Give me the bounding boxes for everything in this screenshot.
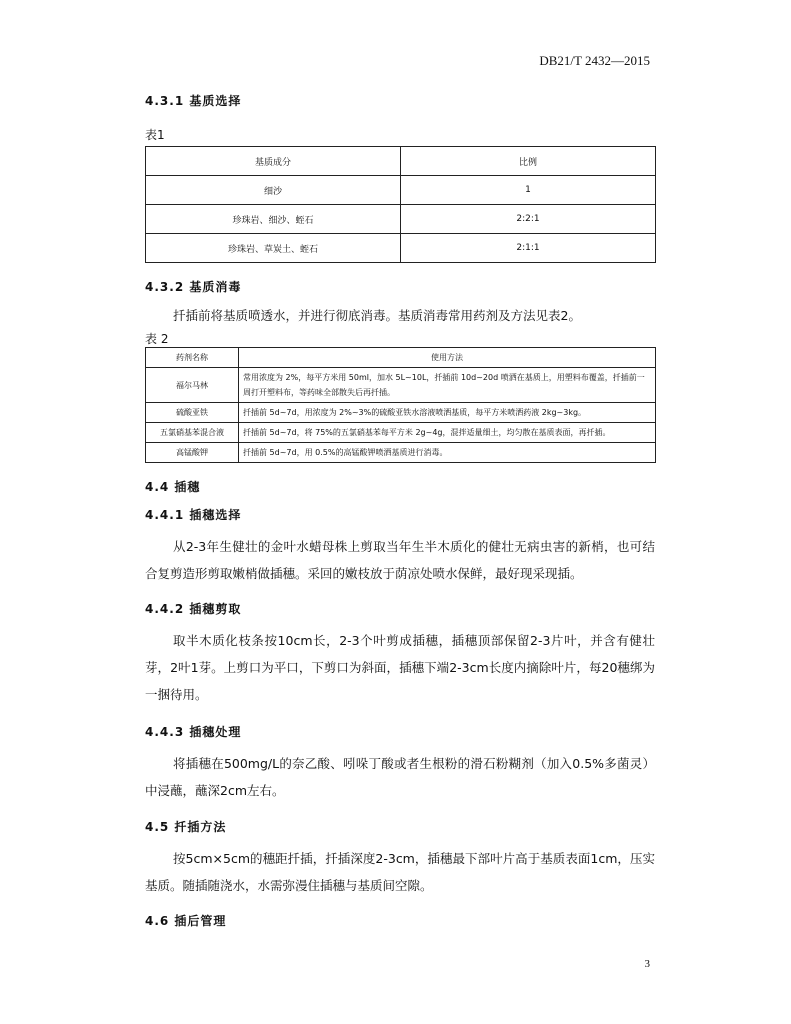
table-row <box>146 403 656 423</box>
table-row <box>146 443 656 463</box>
table-2 <box>145 347 656 463</box>
table-row <box>146 176 656 205</box>
table-cell: 2:2:1 <box>401 205 656 234</box>
table-cell: 细沙 <box>146 176 401 205</box>
section-heading-4-4-2: 4.4.2 插穗剪取 <box>145 602 242 616</box>
table-row <box>146 368 656 403</box>
table-cell: 扦插前 5d~7d，将 75%的五氯硝基苯每平方米 2g~4g，混拌适量细土，均匀散在基质表面，再扦插。 <box>239 423 656 443</box>
paragraph-4-4-3: 将插穗在500mg/L的奈乙酸、吲哚丁酸或者生根粉的滑石粉糊剂（加入0.5%多菌灵）中浸蘸，蘸深2cm左右。 <box>145 756 655 798</box>
table-cell: 福尔马林 <box>146 368 239 403</box>
paragraph-4-3-2: 扦插前将基质喷透水，并进行彻底消毒。基质消毒常用药剂及方法见表2。 <box>173 308 581 323</box>
table-row <box>146 205 656 234</box>
table-cell: 1 <box>401 176 656 205</box>
table-2-header-row <box>146 348 656 368</box>
table-cell: 高锰酸钾 <box>146 443 239 463</box>
table-row <box>146 234 656 263</box>
table-cell: 五氯硝基苯混合液 <box>146 423 239 443</box>
table-header-cell: 基质成分 <box>146 147 401 176</box>
section-heading-4-4-1: 4.4.1 插穗选择 <box>145 508 242 522</box>
table-cell: 2:1:1 <box>401 234 656 263</box>
table-cell: 硫酸亚铁 <box>146 403 239 423</box>
paragraph-4-4-1: 从2-3年生健壮的金叶水蜡母株上剪取当年生半木质化的健壮无病虫害的新梢，也可结合复剪造形剪取嫩梢做插穗。采回的嫩枝放于荫凉处喷水保鲜，最好现采现插。 <box>145 539 655 581</box>
table-cell: 珍珠岩、草炭土、蛭石 <box>146 234 401 263</box>
section-heading-4-4: 4.4 插穗 <box>145 480 201 494</box>
paragraph-4-4-2: 取半木质化枝条按10cm长，2-3个叶剪成插穗，插穗顶部保留2-3片叶，并含有健壮芽，2叶1芽。上剪口为平口，下剪口为斜面，插穗下端2-3cm长度内摘除叶片，每20穗绑为一捆待用。 <box>145 633 655 702</box>
table-header-cell: 使用方法 <box>239 348 656 368</box>
table-1 <box>145 146 656 263</box>
table-cell: 扦插前 5d~7d，用浓度为 2%~3%的硫酸亚铁水溶液喷洒基质，每平方米喷洒药液 2kg~3kg。 <box>239 403 656 423</box>
section-heading-4-5: 4.5 扦插方法 <box>145 820 227 834</box>
table-header-cell: 药剂名称 <box>146 348 239 368</box>
section-heading-4-4-3: 4.4.3 插穗处理 <box>145 725 242 739</box>
section-heading-4-3-1: 4.3.1 基质选择 <box>145 94 242 108</box>
table-row <box>146 423 656 443</box>
section-heading-4-3-2: 4.3.2 基质消毒 <box>145 280 242 294</box>
table-cell: 扦插前 5d~7d，用 0.5%的高锰酸钾喷洒基质进行消毒。 <box>239 443 656 463</box>
paragraph-4-5: 按5cm×5cm的穗距扦插，扦插深度2-3cm，插穗最下部叶片高于基质表面1cm，压实基质。随插随浇水，水需弥漫住插穗与基质间空隙。 <box>145 851 655 893</box>
section-heading-4-6: 4.6 插后管理 <box>145 914 227 928</box>
table-1-caption: 表1 <box>145 128 165 142</box>
document-code: DB21/T 2432—2015 <box>539 53 650 68</box>
page-number: 3 <box>644 958 650 970</box>
table-header-cell: 比例 <box>401 147 656 176</box>
table-cell: 珍珠岩、细沙、蛭石 <box>146 205 401 234</box>
table-2-caption: 表 2 <box>145 332 169 346</box>
table-1-header-row <box>146 147 656 176</box>
table-cell: 常用浓度为 2%，每平方米用 50ml，加水 5L~10L，扦插前 10d~20d 喷洒在基质上，用塑料布覆盖，扦插前一周打开塑料布，等药味全部散失后再扦插。 <box>239 368 656 403</box>
